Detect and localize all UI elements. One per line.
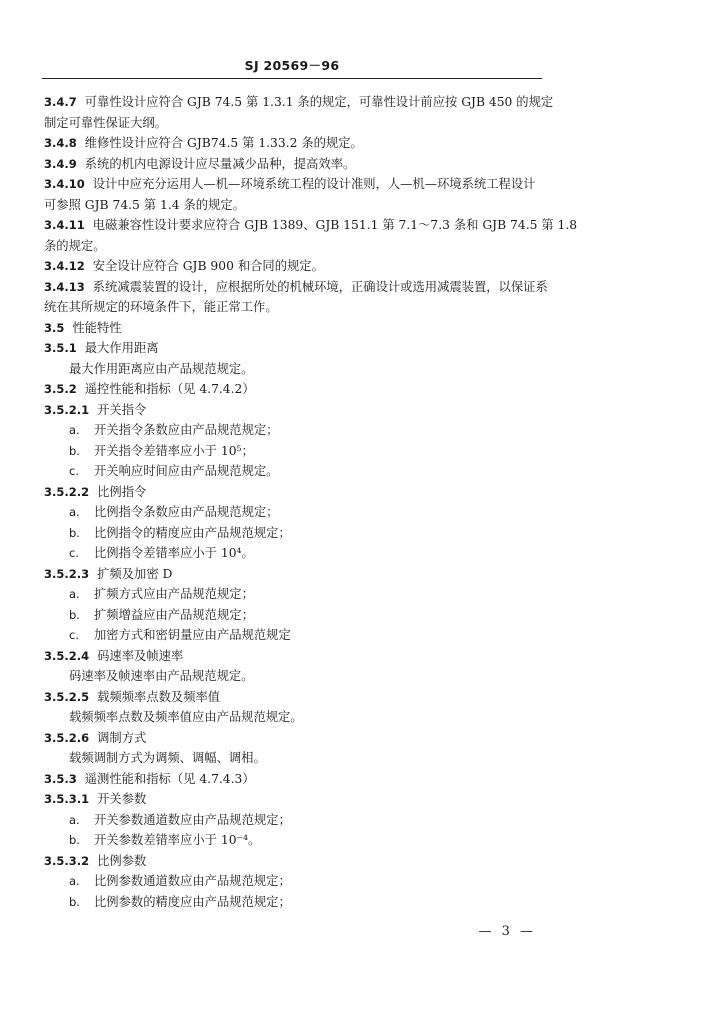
- line-text: 码速率及帧速率由产品规范规定。: [69, 669, 254, 683]
- list-item: [44, 502, 544, 523]
- list-item-label: a.: [69, 812, 80, 827]
- clause-line: [44, 564, 544, 585]
- clause-number: 3.5.2.1: [44, 402, 90, 417]
- clause-line: [44, 92, 554, 113]
- clause-line: [44, 851, 544, 872]
- list-item: [44, 441, 544, 462]
- clause-number: 3.5.2.3: [44, 566, 90, 581]
- text-line: [44, 707, 544, 728]
- clause-line: [44, 728, 544, 749]
- list-item-label: a.: [69, 505, 80, 519]
- line-text: 加密方式和密钥量应由产品规范规定: [94, 628, 291, 642]
- list-item: [44, 584, 544, 605]
- list-item-label: b.: [69, 525, 80, 540]
- line-text: 调制方式: [97, 730, 147, 745]
- clause-number: 3.4.13: [44, 279, 85, 294]
- clause-line: [44, 318, 544, 339]
- line-text: 制定可靠性保证大纲。: [44, 115, 167, 130]
- list-item: [44, 810, 544, 831]
- clause-number: 3.4.8: [44, 136, 77, 150]
- clause-number: 3.4.12: [44, 259, 85, 273]
- clause-number: 3.4.11: [44, 218, 85, 232]
- clause-line: [44, 256, 544, 277]
- clause-number: 3.5: [44, 320, 65, 335]
- line-text: 遥测性能和指标（见 4.7.4.3）: [84, 771, 255, 786]
- line-text: 比例指令的精度应由产品规范规定；: [94, 525, 291, 540]
- clause-line: [44, 400, 544, 421]
- clause-line: [44, 646, 544, 667]
- line-text: 维修性设计应符合 GJB74.5 第 1.33.2 条的规定。: [84, 136, 363, 150]
- line-text: 开关参数差错率应小于 10⁻⁴。: [94, 833, 261, 847]
- line-text: 比例参数的精度应由产品规范规定；: [94, 894, 291, 909]
- list-item: [44, 461, 544, 482]
- list-item: [44, 605, 544, 626]
- line-text: 开关参数通道数应由产品规范规定；: [94, 812, 291, 827]
- list-item-label: b.: [69, 443, 80, 458]
- clause-number: 3.5.3.2: [44, 853, 90, 868]
- list-item-label: c.: [69, 628, 79, 642]
- line-text: 统在其所规定的环境条件下，能正常工作。: [44, 300, 278, 314]
- line-text: 比例指令条数应由产品规范规定；: [94, 505, 279, 519]
- page-number: — 3 —: [478, 924, 536, 939]
- list-item-label: a.: [69, 423, 80, 437]
- clause-number: 3.5.2.4: [44, 648, 90, 663]
- line-text: 扩频增益应由产品规范规定；: [94, 607, 254, 622]
- line-text: 条的规定。: [44, 238, 106, 253]
- list-item-label: b.: [69, 607, 80, 622]
- text-line: [44, 195, 544, 216]
- clause-line: [44, 687, 544, 708]
- clause-number: 3.4.9: [44, 156, 77, 171]
- line-text: 系统减震装置的设计，应根据所处的机械环境，正确设计或选用减震装置，以保证系: [92, 279, 548, 294]
- clause-line: [44, 174, 544, 195]
- list-item: [44, 892, 544, 913]
- list-item: [44, 625, 544, 646]
- list-item-label: a.: [69, 587, 80, 601]
- line-text: 开关参数: [97, 792, 147, 806]
- text-line: [44, 666, 544, 687]
- list-item: [44, 871, 544, 892]
- line-text: 载频频率点数及频率值应由产品规范规定。: [69, 710, 303, 724]
- list-item-label: c.: [69, 464, 79, 478]
- clause-number: 3.5.3: [44, 771, 77, 786]
- line-text: 设计中应充分运用人—机—环境系统工程的设计准则，人—机—环境系统工程设计: [92, 177, 536, 191]
- line-text: 比例指令: [97, 484, 147, 499]
- line-text: 电磁兼容性设计要求应符合 GJB 1389、GJB 151.1 第 7.1～7.3 条和 GJB 74.5 第 1.8: [92, 218, 578, 232]
- line-text: 开关指令条数应由产品规范规定；: [94, 423, 279, 437]
- clause-line: [44, 215, 578, 236]
- line-text: 性能特性: [72, 320, 122, 335]
- clause-line: [44, 133, 544, 154]
- list-item-label: a.: [69, 874, 80, 888]
- line-text: 最大作用距离应由产品规范规定。: [69, 361, 254, 376]
- clause-number: 3.5.1: [44, 341, 77, 355]
- line-text: 载频频率点数及频率值: [97, 689, 221, 704]
- clause-line: [44, 277, 548, 298]
- line-text: 比例参数: [97, 853, 147, 868]
- line-text: 可参照 GJB 74.5 第 1.4 条的规定。: [44, 197, 245, 212]
- line-text: 开关指令差错率应小于 10⁵；: [94, 443, 254, 458]
- header-rule: [42, 78, 542, 79]
- clause-number: 3.5.2.5: [44, 689, 90, 704]
- clause-number: 3.5.2.2: [44, 484, 90, 499]
- text-line: [44, 113, 544, 134]
- line-text: 比例指令差错率应小于 10⁴。: [94, 546, 254, 560]
- line-text: 系统的机内电源设计应尽量减少品种，提高效率。: [84, 156, 356, 171]
- list-item-label: b.: [69, 833, 80, 847]
- document-code-header: SJ 20569－96: [244, 58, 340, 73]
- clause-line: [44, 338, 544, 359]
- line-text: 安全设计应符合 GJB 900 和合同的规定。: [92, 259, 324, 273]
- clause-line: [44, 789, 544, 810]
- clause-number: 3.4.7: [44, 95, 77, 109]
- document-body: [44, 92, 578, 912]
- list-item: [44, 523, 544, 544]
- text-line: [44, 236, 544, 257]
- text-line: [44, 359, 544, 380]
- line-text: 比例参数通道数应由产品规范规定；: [94, 874, 291, 888]
- line-text: 最大作用距离: [84, 341, 159, 355]
- list-item-label: b.: [69, 894, 80, 909]
- clause-line: [44, 482, 544, 503]
- list-item-label: c.: [69, 546, 79, 560]
- list-item: [44, 420, 544, 441]
- clause-number: 3.5.2.6: [44, 730, 90, 745]
- clause-number: 3.5.3.1: [44, 792, 90, 806]
- text-line: [44, 297, 544, 318]
- clause-line: [44, 154, 544, 175]
- clause-line: [44, 379, 544, 400]
- line-text: 开关响应时间应由产品规范规定。: [94, 464, 279, 478]
- list-item: [44, 830, 544, 851]
- line-text: 载频调制方式为调频、调幅、调相。: [69, 751, 266, 765]
- clause-number: 3.5.2: [44, 382, 77, 396]
- line-text: 扩频方式应由产品规范规定；: [94, 587, 254, 601]
- clause-line: [44, 769, 544, 790]
- line-text: 可靠性设计应符合 GJB 74.5 第 1.3.1 条的规定，可靠性设计前应按 GJB 450 的规定: [84, 95, 554, 109]
- line-text: 遥控性能和指标（见 4.7.4.2）: [84, 382, 255, 396]
- clause-number: 3.4.10: [44, 177, 85, 191]
- line-text: 扩频及加密 D: [97, 566, 173, 581]
- line-text: 开关指令: [97, 402, 147, 417]
- list-item: [44, 543, 544, 564]
- line-text: 码速率及帧速率: [97, 648, 184, 663]
- text-line: [44, 748, 544, 769]
